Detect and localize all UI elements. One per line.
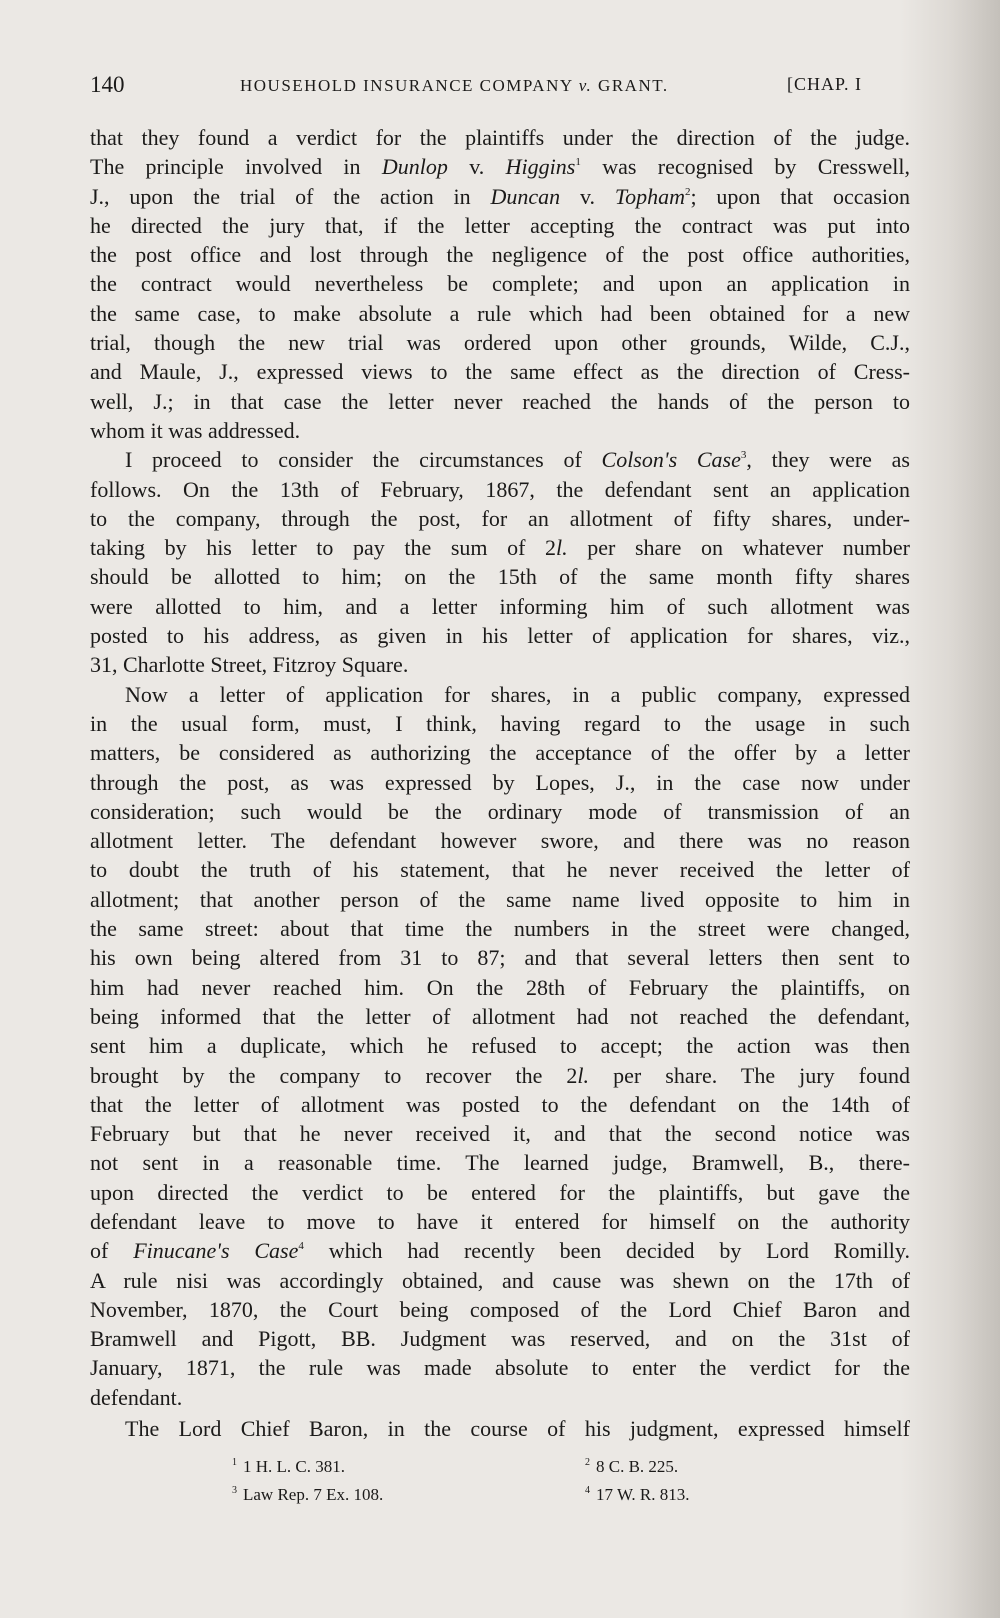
footnote-3: $^3$ Law Rep. 7 Ex. 108. bbox=[232, 1485, 384, 1504]
footnote-ref: 3 bbox=[740, 449, 747, 462]
running-title: HOUSEHOLD INSURANCE COMPANY v. GRANT. bbox=[240, 76, 669, 95]
body-text bbox=[90, 123, 910, 1443]
paragraph-4: The Lord Chief Baron, in the course of his judgment, expressed himself bbox=[125, 1416, 910, 1442]
page-header bbox=[90, 72, 910, 108]
case-name: Colson's Case bbox=[601, 447, 741, 473]
paragraph-3: Now a letter of application for shares, in a public company, expressed in the usual form, must, I think, having regard to the usage in such matters, be considered as authorizing the acceptance of the offer by a letter through the post, as was expressed by Lopes, J., in the case now under consideration; such would be the ordinary mode of transmission of an allotment letter. The defendant however swore, and there was no reason to doubt the truth of his statement, that he never received the letter of allotment; that another person of the same name lived opposite to him in the same street: about that time the numbers in the street were changed, his own being altered from 31 to 87; and that several letters then sent to him had never reached him. On the 28th of February the plaintiffs, on being informed that the letter of allotment had not reached the defendant, sent him a duplicate, which he refused to accept; the action was then brought by the company to recover the 2l. per share. The jury found that the letter of allotment was posted to the defendant on the 14th of February but that he never received it, and that the second notice was not sent in a reasonable time. The learned judge, Bramwell, B., there- upon directed the verdict to be entered for the plaintiffs, but gave the defendant leave to move to have it entered for himself on the authority of Finucane's Case$^4$ which had recently been decided by Lord Romilly. A rule nisi was accordingly obtained, and cause was shewn on the 17th of November, 1870, the Court being composed of the Lord Chief Baron and Bramwell and Pigott, BB. Judgment was reserved, and on the 31st of January, 1871, the rule was made absolute to enter the verdict for the defendant. bbox=[90, 681, 910, 1410]
footnote-ref: 1 bbox=[575, 156, 581, 169]
case-name: Higgins bbox=[505, 154, 576, 180]
case-name: Duncan bbox=[490, 183, 561, 209]
case-name: Dunlop bbox=[381, 154, 448, 180]
paragraph-2: I proceed to consider the circumstances of Colson's Case$^3$, they were as follows. On the 13th of February, 1867, the defendant sent an application to the company, through the post, for an allotment of fifty shares, under- taking by his letter to pay the sum of 2l. per share on whatever number should be allotted to him; on the 15th of the same month fifty shares were allotted to him, and a letter informing him of such allotment was posted to his address, as given in his letter of application for shares, viz., 31, Charlotte Street, Fitzroy Square. bbox=[90, 447, 910, 678]
footnote-1: $^1$ 1 H. L. C. 381. bbox=[232, 1457, 345, 1476]
footnote-ref: 2 bbox=[684, 185, 691, 198]
footnote-4: $^4$ 17 W. R. 813. bbox=[585, 1485, 690, 1504]
footnote-ref: 4 bbox=[298, 1240, 304, 1253]
case-name: Topham bbox=[614, 183, 685, 209]
footnote-2: $^2$ 8 C. B. 225. bbox=[585, 1457, 679, 1476]
page-number: 140 bbox=[90, 72, 125, 97]
case-name: Finucane's Case bbox=[133, 1238, 299, 1264]
chapter-label: [CHAP. I bbox=[787, 74, 863, 94]
paragraph-1: that they found a verdict for the plaintiffs under the direction of the judge. The principle involved in Dunlop v. Higgins$^1$ was recognised by Cresswell, J., upon the trial of the action in Duncan v. Topham$^2$; upon that occasion he directed the jury that, if the letter accepting the contract was put into the post office and lost through the negligence of the post office authorities, the contract would nevertheless be complete; and upon an application in the same case, to make absolute a rule which had been obtained for a new trial, though the new trial was ordered upon other grounds, Wilde, C.J., and Maule, J., expressed views to the same effect as the direction of Cress- well, J.; in that case the letter never reached the hands of the person to whom it was addressed. bbox=[90, 125, 910, 443]
